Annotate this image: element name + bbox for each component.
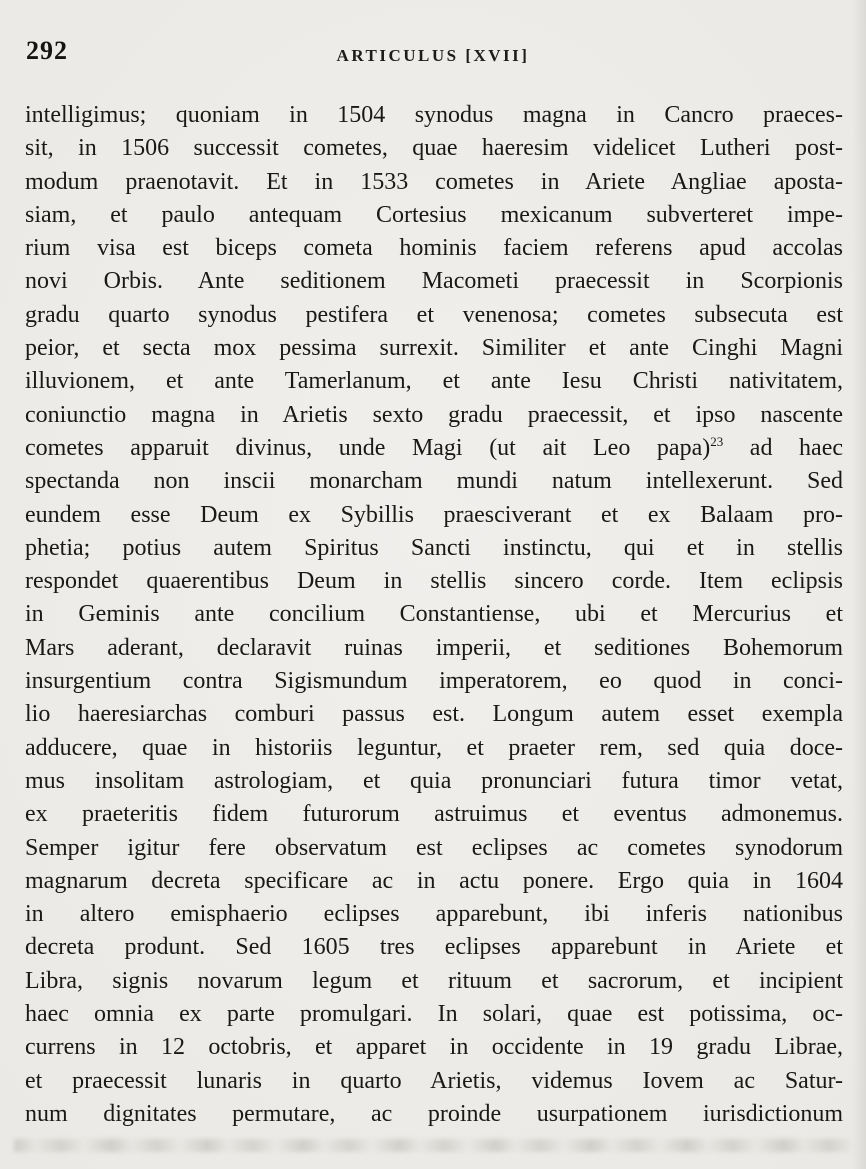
running-head: ARTICULUS [XVII] xyxy=(336,46,530,65)
text-line-8: peior, et secta mox pessima surrexit. Similiter et ante Cinghi Magni xyxy=(25,335,843,362)
text-line-9: illuvionem, et ante Tamerlanum, et ante Iesu Christi nativitatem, xyxy=(25,368,843,395)
text-line-10: coniunctio magna in Arietis sexto gradu praecessit, et ipso nascente xyxy=(25,401,843,428)
text-line-5: rium visa est biceps cometa hominis faciem referens apud accolas xyxy=(25,235,843,262)
text-line-1: intelligimus; quoniam in 1504 synodus magna in Cancro praeces- xyxy=(25,102,843,128)
body-text-block xyxy=(25,99,843,1131)
text-line-30: et praecessit lunaris in quarto Arietis, videmus Iovem ac Satur- xyxy=(25,1067,843,1094)
text-line-18: insurgentium contra Sigismundum imperatorem, eo quod in conci- xyxy=(25,668,843,695)
text-line-13: eundem esse Deum ex Sybillis praesciverant et ex Balaam pro- xyxy=(25,501,843,528)
text-line-29: currens in 12 octobris, et apparet in occidente in 19 gradu Librae, xyxy=(25,1034,843,1061)
text-line-25: in altero emisphaerio eclipses apparebunt, ibi inferis nationibus xyxy=(25,901,843,928)
text-line-26: decreta produnt. Sed 1605 tres eclipses apparebunt in Ariete et xyxy=(25,934,843,961)
text-line-27: Libra, signis novarum legum et rituum et sacrorum, et incipient xyxy=(25,967,843,994)
text-line-24: magnarum decreta specificare ac in actu ponere. Ergo quia in 1604 xyxy=(25,867,843,894)
text-line-21: mus insolitam astrologiam, et quia pronunciari futura timor vetat, xyxy=(25,767,843,794)
text-line-2: sit, in 1506 successit cometes, quae haeresim videlicet Lutheri post- xyxy=(25,135,843,162)
text-line-20: adducere, quae in historiis leguntur, et praeter rem, sed quia doce- xyxy=(25,734,843,761)
text-line-31: num dignitates permutare, ac proinde usurpationem iurisdictionum xyxy=(25,1100,843,1127)
footnote-marker: 23 xyxy=(710,433,724,449)
page-number: 292 xyxy=(26,36,68,65)
text-line-28: haec omnia ex parte promulgari. In solari, quae est potissima, oc- xyxy=(25,1001,843,1028)
text-line-7: gradu quarto synodus pestifera et venenosa; cometes subsecuta est xyxy=(25,301,843,328)
text-line-14: phetia; potius autem Spiritus Sancti instinctu, qui et in stellis xyxy=(25,534,843,561)
text-line-15: respondet quaerentibus Deum in stellis sincero corde. Item eclipsis xyxy=(25,568,843,595)
text-line-22: ex praeteritis fidem futurorum astruimus et eventus admonemus. xyxy=(25,801,843,828)
text-line-23: Semper igitur fere observatum est eclipses ac cometes synodorum xyxy=(25,834,843,861)
text-line-19: lio haeresiarchas comburi passus est. Longum autem esset exempla xyxy=(25,701,843,728)
scan-artifact-band xyxy=(14,1139,852,1152)
text-line-16: in Geminis ante concilium Constantiense, ubi et Mercurius et xyxy=(25,601,843,628)
text-line-6: novi Orbis. Ante seditionem Macometi praecessit in Scorpionis xyxy=(25,268,843,295)
text-line-17: Mars aderant, declaravit ruinas imperii, et seditiones Bohemorum xyxy=(25,634,843,661)
text-line-12: spectanda non inscii monarcham mundi natum intellexerunt. Sed xyxy=(25,468,843,495)
page-edge-shade xyxy=(852,0,866,1169)
text-line-11: cometes apparuit divinus, unde Magi (ut ait Leo papa)$^{23}$ ad haec xyxy=(25,433,844,461)
text-line-3: modum praenotavit. Et in 1533 cometes in Ariete Angliae aposta- xyxy=(25,168,843,195)
text-line-4: siam, et paulo antequam Cortesius mexicanum subverteret impe- xyxy=(25,201,843,228)
